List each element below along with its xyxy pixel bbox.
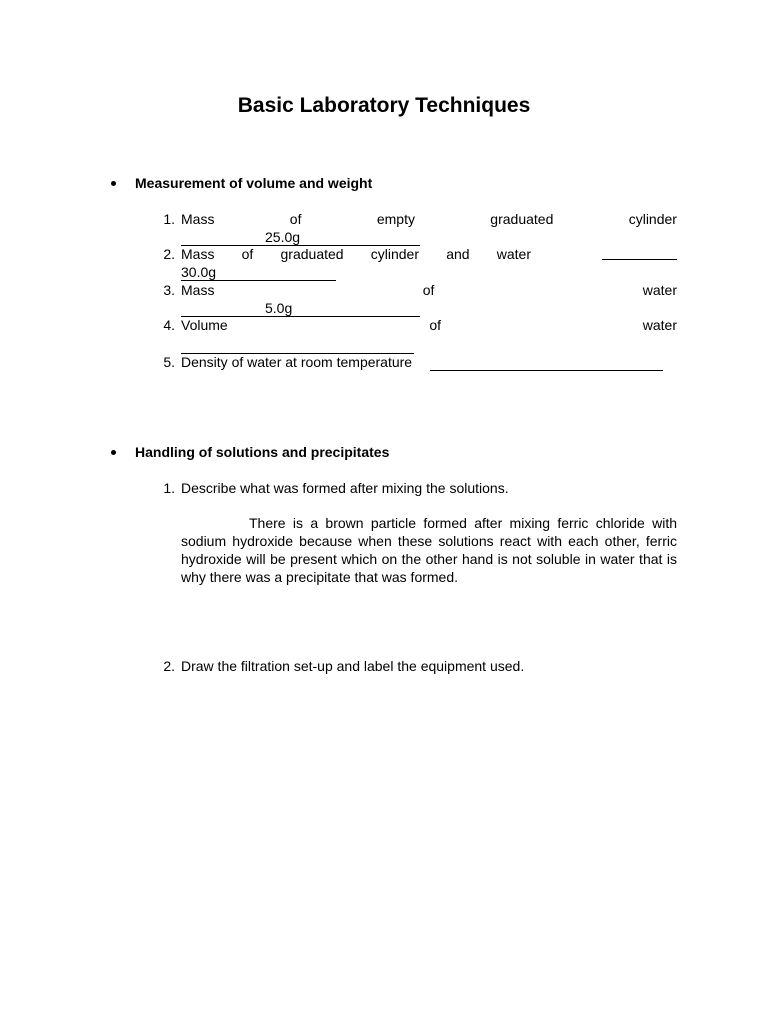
section-heading-text: Handling of solutions and precipitates [135,444,390,460]
item-number: 4. [163,317,175,333]
question-1 [157,479,677,497]
answer-blank [181,263,336,281]
item-number: 2. [163,246,175,262]
question-2 [157,657,677,675]
item-number: 1. [163,211,175,227]
item-number: 3. [163,282,175,298]
item-number: 5. [163,354,175,370]
answer-blank [430,356,663,371]
item-number: 1. [163,480,175,496]
list-item-1 [157,210,677,246]
list-item-5 [157,353,677,373]
answer-paragraph: There is a brown particle formed after mixing ferric chloride with sodium hydroxide because when these solutions react with each other, ferric hydroxide will be present which on the other hand is not soluble in water that is why there was a precipitate that was formed. [181,515,677,585]
answer-value: 5.0g [265,300,293,316]
answer-value: 25.0g [265,229,301,245]
answer-blank [181,228,420,246]
list-item-4 [157,316,677,352]
answer-blank [181,299,420,317]
list-item-2 [157,245,677,281]
list-item-3 [157,281,677,317]
answer-blank [181,334,414,354]
page-title: Basic Laboratory Techniques [237,94,531,117]
question-text: Draw the filtration set-up and label the equipment used. [181,658,525,674]
question-text: Describe what was formed after mixing the solutions. [181,480,509,496]
section-heading-measurement [111,175,372,191]
item-text: Mass of water [181,282,677,298]
item-text: Mass of empty graduated cylinder [181,211,677,227]
item-number: 2. [163,658,175,674]
item-text: Density of water at room temperature [181,354,413,370]
item-text: Mass of graduated cylinder and water [181,245,677,263]
item-text: Volume of water [181,317,677,333]
answer-value: 30.0g [181,264,217,280]
section-heading-text: Measurement of volume and weight [135,175,373,191]
answer-blank [602,245,677,260]
section-heading-solutions [111,444,389,460]
bullet-icon [111,450,116,455]
bullet-icon [111,181,116,186]
